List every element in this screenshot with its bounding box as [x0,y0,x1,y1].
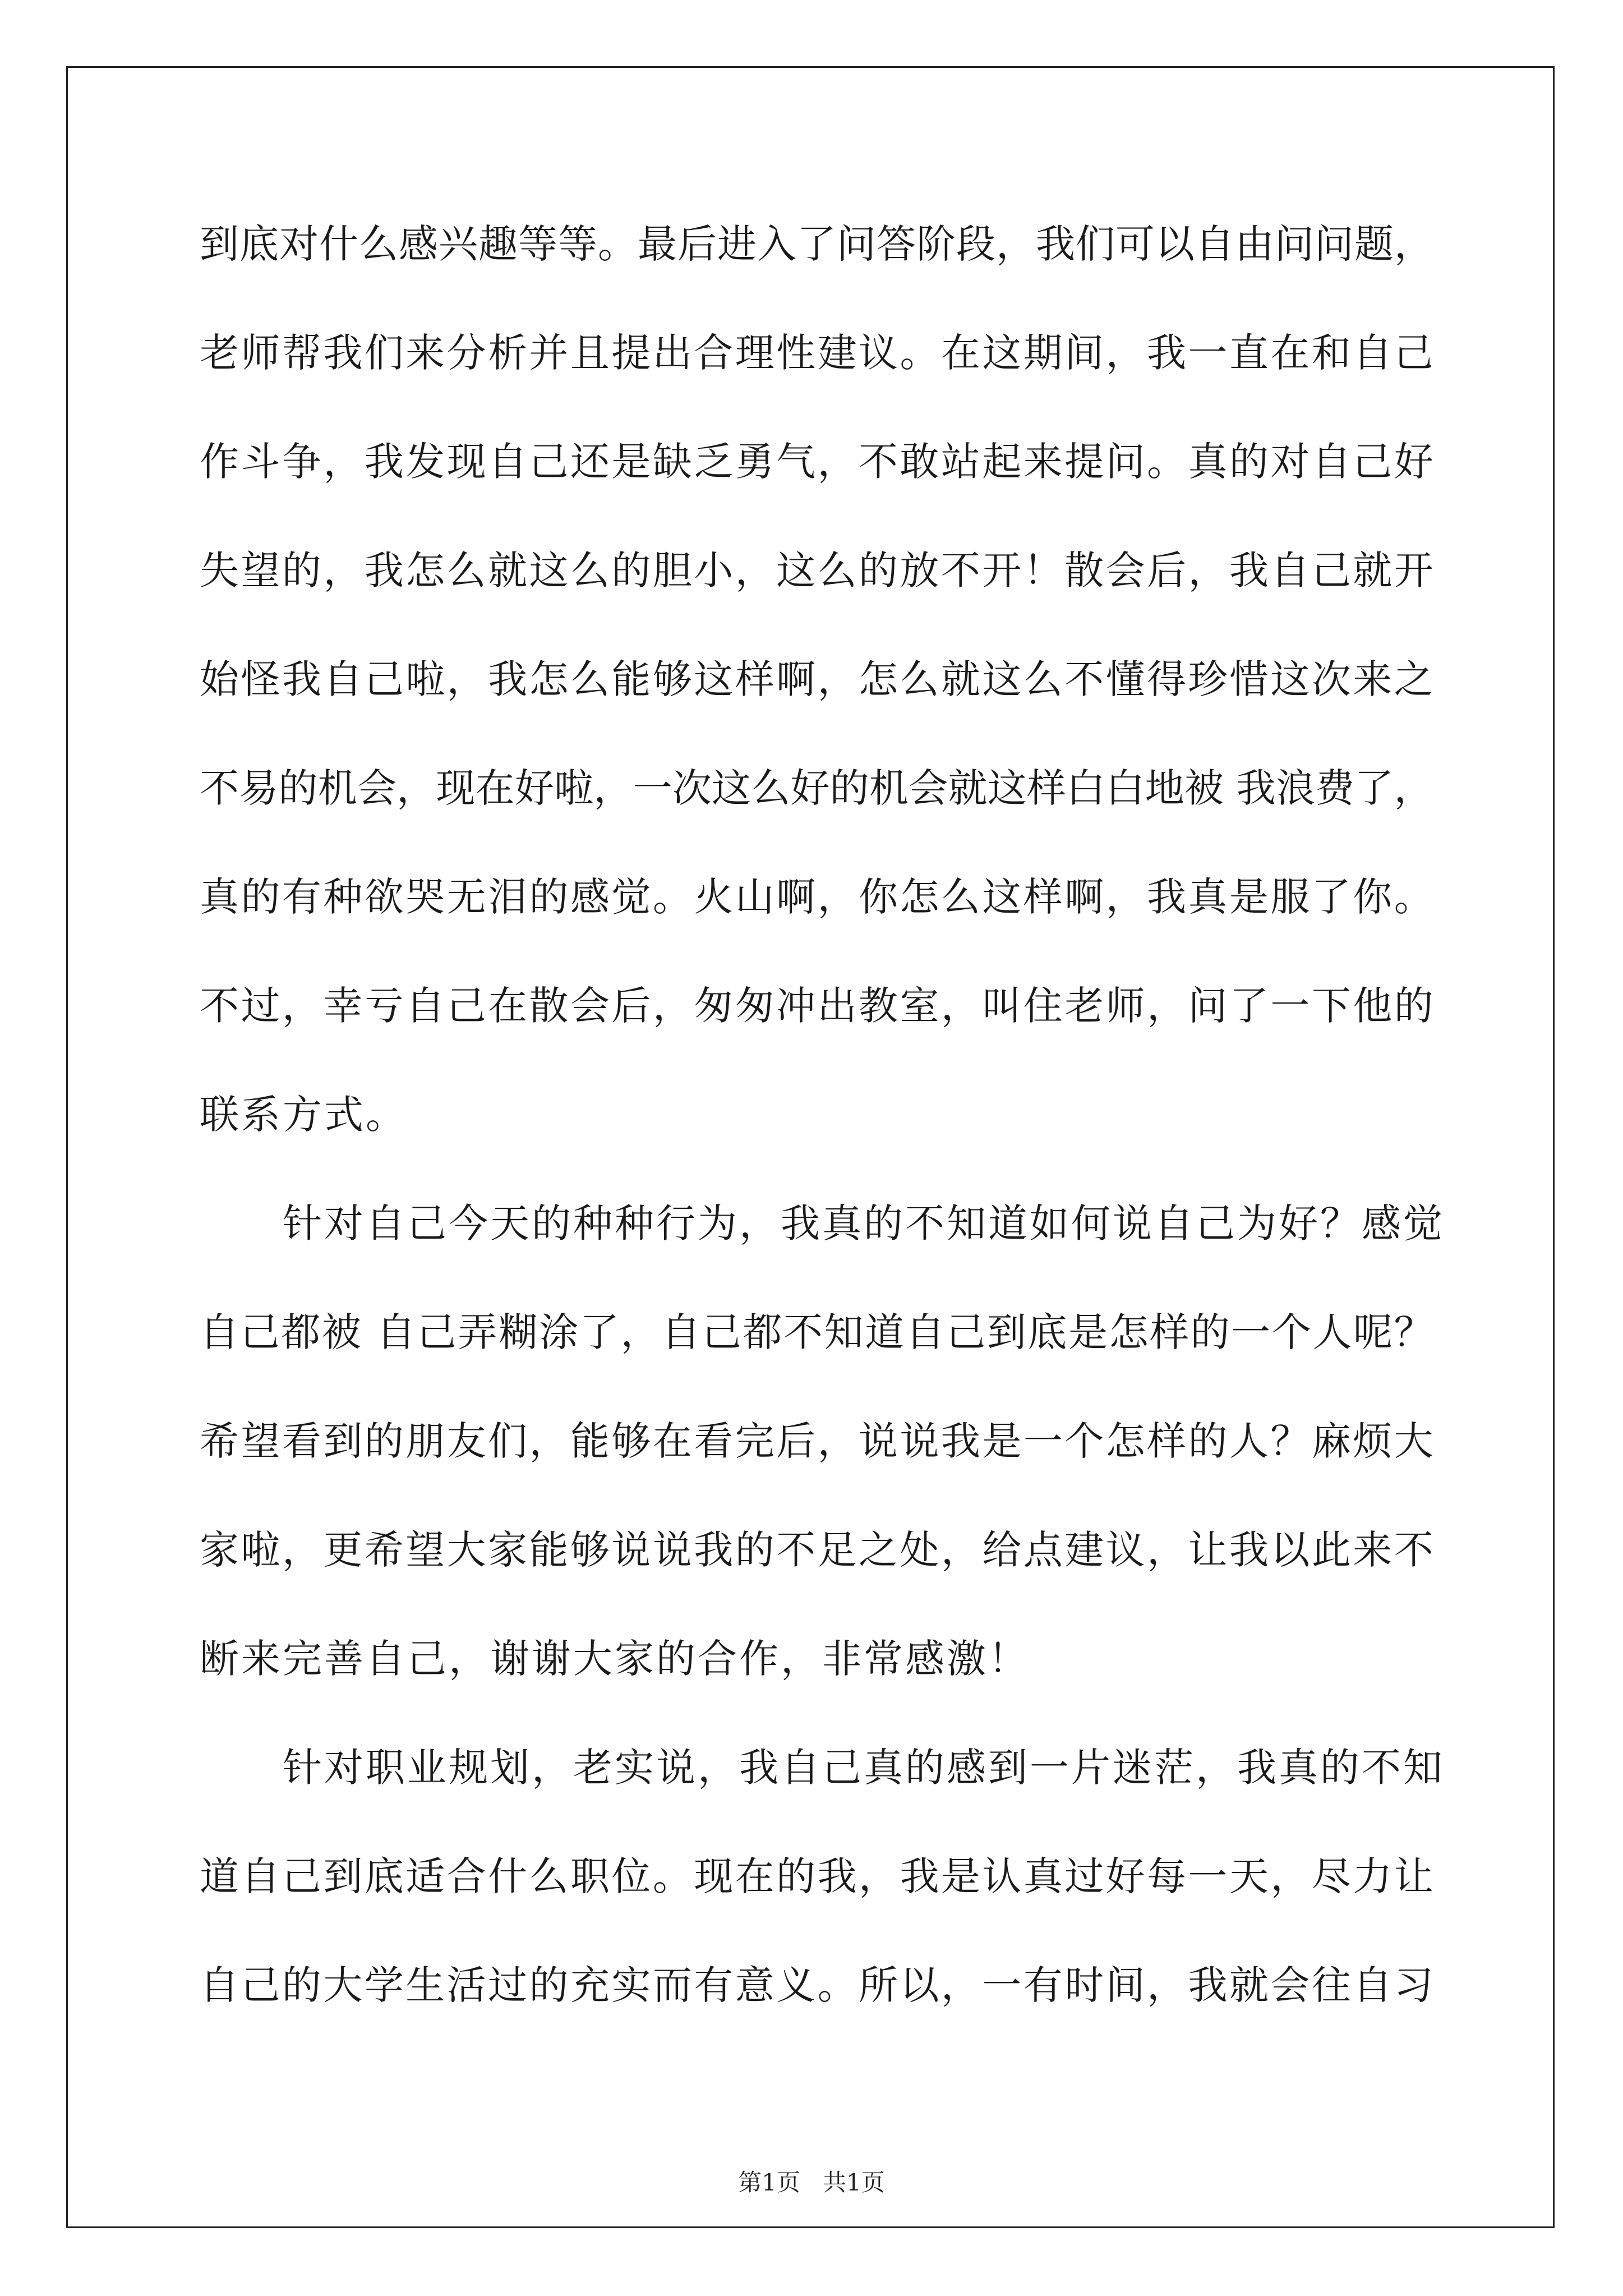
text-line: 道 自 己 到 底 适 合 什 么 职 位 。 现 在 的 我 ， 我 是 认 真 过 好 每 一 天 ， 尽 力 让 [200,1853,1433,1899]
text-line: 自 己 的 大 学 生 活 过 的 充 实 而 有 意 义 。 所 以 ， 一 有 时 间 ， 我 就 会 往 自 习 [200,1962,1433,2008]
text-line: 始 怪 我 自 己 啦 ， 我 怎 么 能 够 这 样 啊 ， 怎 么 就 这 么 不 懂 得 珍 惜 这 次 来 之 [200,656,1433,702]
text-line: 作 斗 争 ， 我 发 现 自 己 还 是 缺 乏 勇 气 ， 不 敢 站 起 来 提 问 。 真 的 对 自 己 好 [200,439,1433,485]
text-line: 不 易 的 机 会 ， 现 在 好 啦 ， 一 次 这 么 好 的 机 会 就 这 样 白 白 地 被 我 浪 费 了 ， [200,765,1433,811]
paragraph-first-line: 针对自己今天的种种行为，我真的不知道如何说自己为好？感觉 [200,1200,1445,1246]
text-line: 到 底 对 什 么 感 兴 趣 等 等 。 最 后 进 入 了 问 答 阶 段 ， 我 们 可 以 自 由 问 问 题 ， [200,221,1433,267]
text-line: 自 己 都 被 自 己 弄 糊 涂 了 ， 自 己 都 不 知 道 自 己 到 底 是 怎 样 的 一 个 人 呢 ？ [200,1309,1433,1355]
text-line: 联系方式。 [200,1092,407,1138]
text-line: 老 师 帮 我 们 来 分 析 并 且 提 出 合 理 性 建 议 。 在 这 期 间 ， 我 一 直 在 和 自 己 [200,330,1433,376]
text-line: 失 望 的 ， 我 怎 么 就 这 么 的 胆 小 ， 这 么 的 放 不 开 ！ 散 会 后 ， 我 自 己 就 开 [200,547,1433,593]
text-line: 希 望 看 到 的 朋 友 们 ， 能 够 在 看 完 后 ， 说 说 我 是 一 个 怎 样 的 人 ？ 麻 烦 大 [200,1418,1433,1464]
text-line: 家 啦 ， 更 希 望 大 家 能 够 说 说 我 的 不 足 之 处 ， 给 点 建 议 ， 让 我 以 此 来 不 [200,1527,1433,1573]
text-line: 真 的 有 种 欲 哭 无 泪 的 感 觉 。 火 山 啊 ， 你 怎 么 这 样 啊 ， 我 真 是 服 了 你 。 [200,874,1433,920]
page-footer: 第1页 共1页 [738,2169,885,2196]
text-line: 不 过 ， 幸 亏 自 己 在 散 会 后 ， 匆 匆 冲 出 教 室 ， 叫 住 老 师 ， 问 了 一 下 他 的 [200,983,1433,1029]
document-body [200,190,1445,2040]
text-line: 断来完善自己，谢谢大家的合作，非常感激！ [200,1636,1030,1682]
paragraph-first-line: 针对职业规划，老实说，我自己真的感到一片迷茫，我真的不知 [200,1745,1445,1791]
